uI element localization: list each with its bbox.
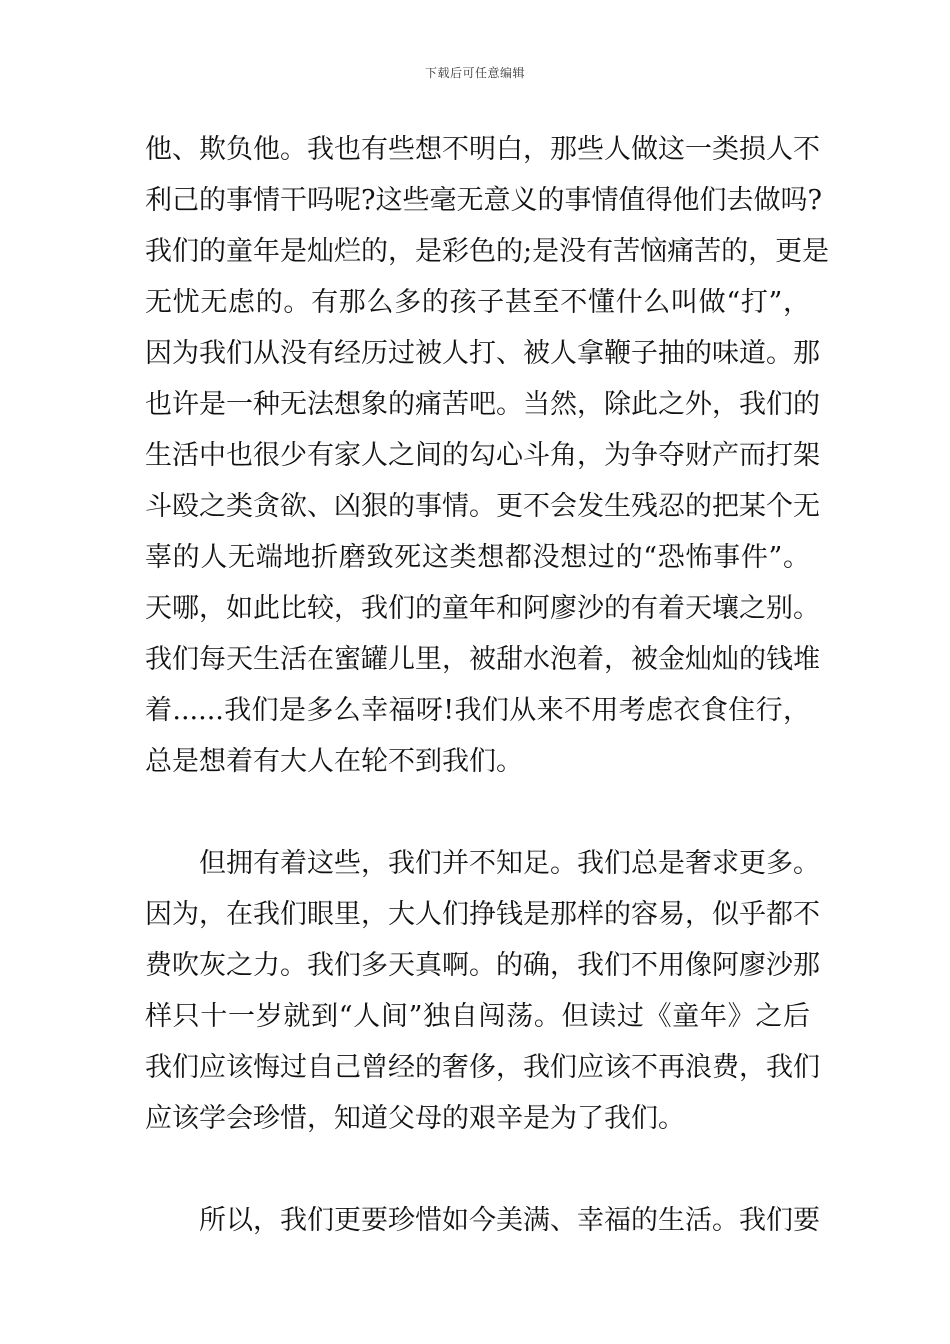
text-line: 但拥有着这些，我们并不知足。我们总是奢求更多。 bbox=[199, 848, 820, 879]
paragraph-3 bbox=[145, 1195, 820, 1246]
document-body bbox=[145, 124, 830, 1246]
text-line: 总是想着有大人在轮不到我们。 bbox=[145, 746, 523, 777]
page-header: 下载后可任意编辑 bbox=[424, 66, 525, 80]
text-line: 利己的事情干吗呢?这些毫无意义的事情值得他们去做吗? bbox=[145, 185, 822, 216]
text-line: 所以，我们更要珍惜如今美满、幸福的生活。我们要 bbox=[199, 1205, 820, 1236]
paragraph-spacer bbox=[145, 787, 810, 838]
text-line: 着......我们是多么幸福呀!我们从来不用考虑衣食住行， bbox=[145, 695, 810, 726]
text-line: 无忧无虑的。有那么多的孩子甚至不懂什么叫做“打”， bbox=[145, 287, 810, 318]
paragraph-2 bbox=[145, 838, 820, 1144]
text-line: 辜的人无端地折磨致死这类想都没想过的“恐怖事件”。 bbox=[145, 542, 810, 573]
text-line: 样只十一岁就到“人间”独自闯荡。但读过《童年》之后 bbox=[145, 1001, 810, 1032]
text-line: 因为，在我们眼里，大人们挣钱是那样的容易，似乎都不 bbox=[145, 899, 820, 930]
text-line: 他、欺负他。我也有些想不明白，那些人做这一类损人不 bbox=[145, 134, 820, 165]
text-line: 我们应该悔过自己曾经的奢侈，我们应该不再浪费，我们 bbox=[145, 1052, 820, 1083]
text-line: 我们的童年是灿烂的，是彩色的;是没有苦恼痛苦的，更是 bbox=[145, 236, 830, 267]
text-line: 天哪，如此比较，我们的童年和阿廖沙的有着天壤之别。 bbox=[145, 593, 820, 624]
text-line: 费吹灰之力。我们多天真啊。的确，我们不用像阿廖沙那 bbox=[145, 950, 820, 981]
paragraph-spacer bbox=[145, 1144, 810, 1195]
text-line: 生活中也很少有家人之间的勾心斗角，为争夺财产而打架 bbox=[145, 440, 820, 471]
paragraph-1 bbox=[145, 124, 830, 787]
text-line: 也许是一种无法想象的痛苦吧。当然，除此之外，我们的 bbox=[145, 389, 820, 420]
text-line: 斗殴之类贪欲、凶狠的事情。更不会发生残忍的把某个无 bbox=[145, 491, 820, 522]
text-line: 因为我们从没有经历过被人打、被人拿鞭子抽的味道。那 bbox=[145, 338, 820, 369]
text-line: 我们每天生活在蜜罐儿里，被甜水泡着，被金灿灿的钱堆 bbox=[145, 644, 820, 675]
text-line: 应该学会珍惜，知道父母的艰辛是为了我们。 bbox=[145, 1103, 685, 1134]
